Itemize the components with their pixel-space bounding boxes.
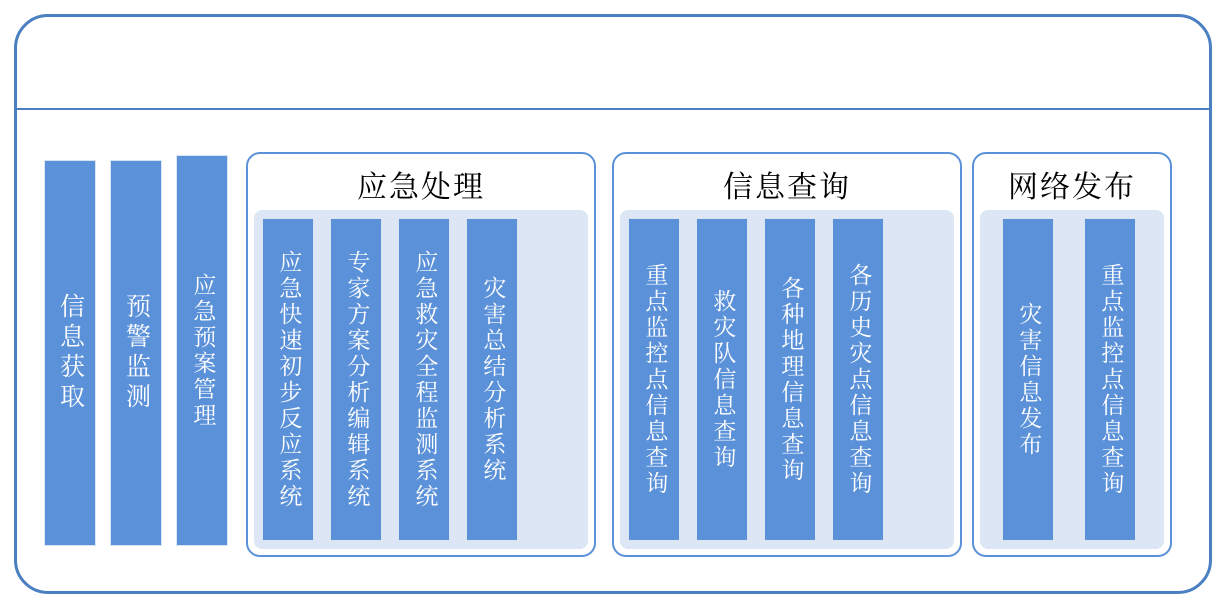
group-emergency-handling (246, 152, 596, 557)
group-title: 网络发布 (1008, 171, 1136, 204)
block-relief-team-info-query[interactable] (696, 218, 748, 541)
block-key-monitoring-point-info-query[interactable] (628, 218, 680, 541)
block-label: 灾害总结分析系统 (480, 275, 506, 484)
block-emergency-plan-management[interactable] (176, 155, 228, 546)
block-label: 专家方案分析编辑系统 (344, 249, 370, 510)
group-inner-panel (254, 210, 588, 549)
block-geographic-info-query[interactable] (764, 218, 816, 541)
block-full-process-relief-monitoring-system[interactable] (398, 218, 450, 541)
block-label: 各历史灾点信息查询 (846, 262, 872, 497)
block-rapid-initial-response-system[interactable] (262, 218, 314, 541)
group-title: 应急处理 (357, 171, 485, 204)
block-early-warning-monitoring[interactable] (110, 160, 162, 546)
block-label: 救灾队信息查询 (710, 288, 736, 471)
group-title: 信息查询 (723, 171, 851, 204)
group-information-query (612, 152, 962, 557)
block-label: 信息获取 (56, 293, 84, 413)
frame-divider (17, 108, 1209, 110)
group-inner-panel (620, 210, 954, 549)
block-expert-plan-analysis-editing-system[interactable] (330, 218, 382, 541)
group-inner-panel (980, 210, 1164, 549)
block-label: 应急预案管理 (190, 272, 216, 429)
block-label: 预警监测 (122, 293, 150, 413)
block-information-acquisition[interactable] (44, 160, 96, 546)
group-network-publishing (972, 152, 1172, 557)
block-label: 重点监控点信息查询 (642, 262, 668, 497)
block-disaster-summary-analysis-system[interactable] (466, 218, 518, 541)
block-historical-disaster-point-info-query[interactable] (832, 218, 884, 541)
block-label: 各种地理信息查询 (778, 275, 804, 484)
block-label: 应急快速初步反应系统 (276, 249, 302, 510)
block-label: 灾害信息发布 (1016, 301, 1042, 458)
block-label: 重点监控点信息查询 (1098, 262, 1124, 497)
block-key-monitoring-point-info-query-2[interactable] (1084, 218, 1136, 541)
block-disaster-info-publishing[interactable] (1002, 218, 1054, 541)
block-label: 应急救灾全程监测系统 (412, 249, 438, 510)
